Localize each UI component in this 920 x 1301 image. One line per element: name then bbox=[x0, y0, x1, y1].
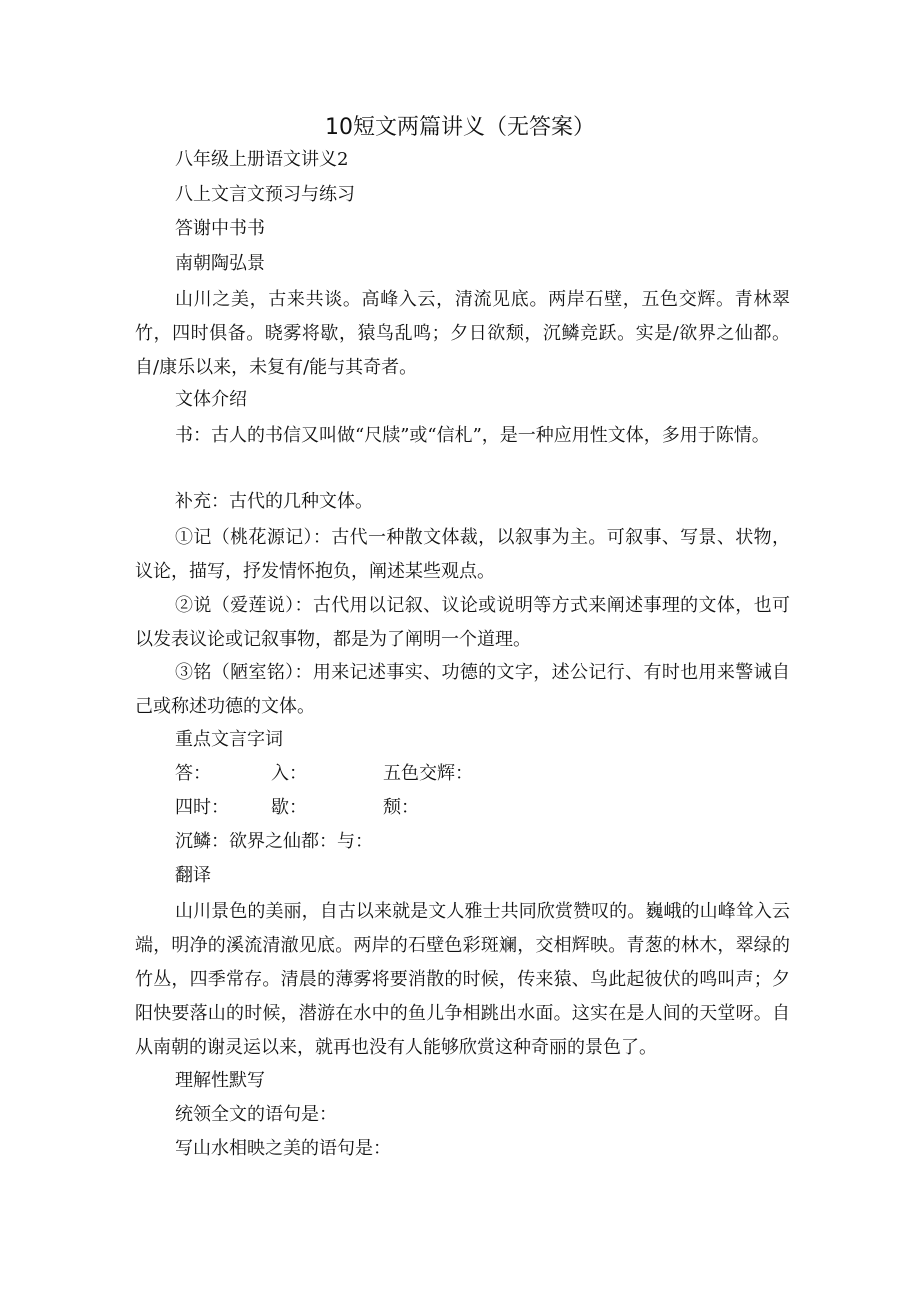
original-text: 山川之美，古来共谈。高峰入云，清流见底。两岸石壁，五色交辉。青林翠竹，四时俱备。晓雾将歇，猿鸟乱鸣；夕日欲颓，沉鳞竞跃。实是/欲界之仙都。自/康乐以来，未复有/能与其奇者。 bbox=[135, 289, 790, 378]
vocab-item: 入： bbox=[271, 763, 307, 784]
genre-ji: ①记（桃花源记）：古代一种散文体裁，以叙事为主。可叙事、写景、状物，议论，描写，抒发情怀抱负，阐述某些观点。 bbox=[135, 527, 790, 582]
vocab-item: 四时： bbox=[175, 797, 229, 818]
genre-heading: 文体介绍 bbox=[175, 389, 247, 410]
document-title: 10短文两篇讲义（无答案） bbox=[325, 115, 595, 140]
dictation-question-2: 写山水相映之美的语句是： bbox=[175, 1138, 391, 1159]
genre-shuo: ②说（爱莲说）：古代用以记叙、议论或说明等方式来阐述事理的文体，也可以发表议论或记叙事物，都是为了阐明一个道理。 bbox=[135, 595, 790, 650]
translation-text: 山川景色的美丽，自古以来就是文人雅士共同欣赏赞叹的。巍峨的山峰耸入云端，明净的溪流清澈见底。两岸的石壁色彩斑斓，交相辉映。青葱的林木，翠绿的竹丛，四季常存。清晨的薄雾将要消散的时候，传来猿、鸟此起彼伏的鸣叫声；夕阳快要落山的时候，潜游在水中的鱼儿争相跳出水面。这实在是人间的天堂呀。自从南朝的谢灵运以来，就再也没有人能够欣赏这种奇丽的景色了。 bbox=[135, 901, 790, 1058]
vocab-heading: 重点文言字词 bbox=[175, 729, 283, 750]
dictation-heading: 理解性默写 bbox=[175, 1070, 265, 1091]
genre-supplement: 补充：古代的几种文体。 bbox=[175, 491, 373, 512]
vocab-row-3: 沉鳞：欲界之仙都：与： bbox=[175, 831, 373, 852]
vocab-row-1 bbox=[175, 759, 473, 789]
genre-shu: 书：古人的书信又叫做“尺牍”或“信札”，是一种应用性文体，多用于陈情。 bbox=[175, 425, 770, 446]
dictation-question-1: 统领全文的语句是： bbox=[175, 1104, 337, 1125]
vocab-item: 歇： bbox=[271, 797, 307, 818]
translation-heading: 翻译 bbox=[175, 865, 211, 886]
text-author: 南朝陶弘景 bbox=[175, 253, 265, 274]
vocab-item: 答： bbox=[175, 763, 211, 784]
section-label: 八上文言文预习与练习 bbox=[175, 184, 355, 205]
vocab-row-2 bbox=[175, 793, 419, 823]
genre-ming: ③铭（陋室铭）：用来记述事实、功德的文字，述公记行、有时也用来警诫自己或称述功德的文体。 bbox=[135, 662, 790, 717]
lecture-label: 八年级上册语文讲义2 bbox=[175, 149, 349, 170]
vocab-item: 五色交辉： bbox=[383, 763, 473, 784]
vocab-item: 颓： bbox=[383, 797, 419, 818]
text-title: 答谢中书书 bbox=[175, 218, 265, 239]
